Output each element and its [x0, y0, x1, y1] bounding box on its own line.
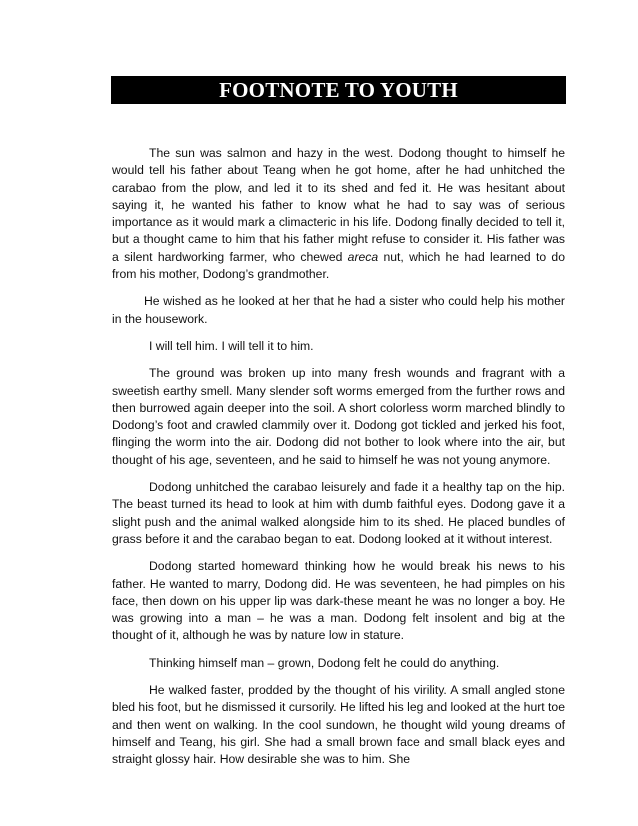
paragraph-1-text-end: nut, which he had learned to do from his mother, Dodong’s grandmother.	[112, 249, 565, 282]
title-banner	[111, 76, 566, 104]
paragraph-6: Dodong started homeward thinking how he would break his news to his father. He wanted to marry, Dodong did. He was seventeen, he had pimples on his face, then down on his upper lip was dark-these meant he was no longer a boy. He was growing into a man – he was a man. Dodong felt insolent and big at the thought of it, although he was by nature low in stature.	[112, 559, 565, 643]
paragraph-8: He walked faster, prodded by the thought of his virility. A small angled stone bled his foot, but he dismissed it cursorily. He lifted his leg and looked at the hurt toe and then went on walking. In the cool sundown, he thought wild young dreams of himself and Teang, his girl. She had a small brown face and small black eyes and straight glossy hair. How desirable she was to him. She	[112, 683, 565, 767]
paragraph-1-italic-word: areca	[347, 249, 379, 264]
paragraph-3: I will tell him. I will tell it to him.	[149, 338, 314, 353]
paragraph-2: He wished as he looked at her that he had a sister who could help his mother in the housework.	[112, 294, 565, 326]
document-title: FOOTNOTE TO YOUTH	[219, 77, 458, 102]
paragraph-5: Dodong unhitched the carabao leisurely and fade it a healthy tap on the hip. The beast turned its head to look at him with dumb faithful eyes. Dodong gave it a slight push and the animal walked alongside him to its shed. He placed bundles of grass before it and the carabao began to eat. Dodong looked at it without interest.	[112, 480, 565, 546]
paragraph-1-text: The sun was salmon and hazy in the west. Dodong thought to himself he would tell his father about Teang when he got home, after he had unhitched the carabao from the plow, and led it to its shed and fed it. He was hesitant about saying it, he wanted his father to know what he had to say was of serious importance as it would mark a climacteric in his life. Dodong finally decided to tell it, but a thought came to him that his father might refuse to consider it. His father was a silent hardworking farmer, who chewed	[112, 146, 565, 264]
paragraph-1	[112, 145, 565, 283]
story-body	[112, 145, 565, 769]
paragraph-4: The ground was broken up into many fresh wounds and fragrant with a sweetish earthy smell. Many slender soft worms emerged from the further rows and then burrowed again deeper into the soil. A short colorless worm marched blindly to Dodong’s foot and crawled clammily over it. Dodong got tickled and jerked his foot, flinging the worm into the air. Dodong did not bother to look where into the air, but thought of his age, seventeen, and he said to himself he was not young anymore.	[112, 366, 565, 467]
paragraph-7: Thinking himself man – grown, Dodong felt he could do anything.	[149, 655, 500, 670]
